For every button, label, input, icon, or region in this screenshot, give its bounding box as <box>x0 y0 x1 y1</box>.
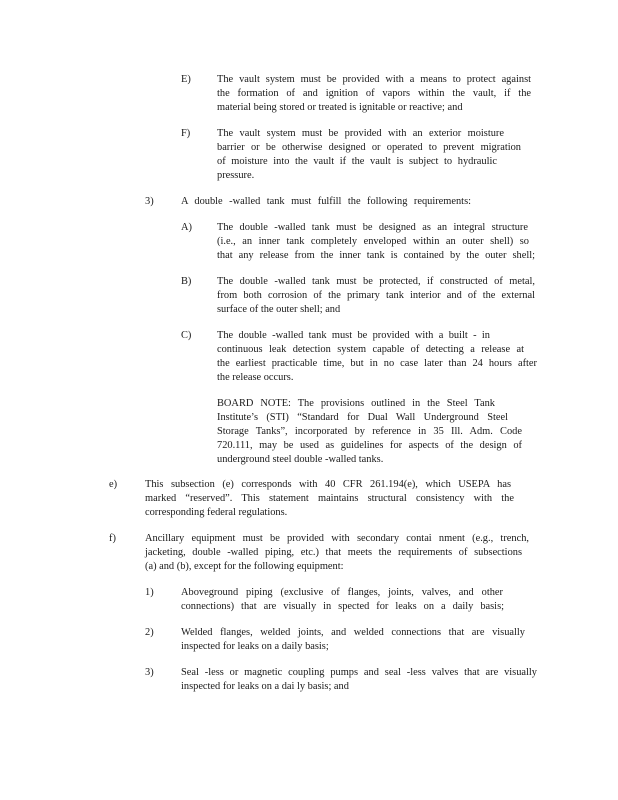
text-line: The vault system must be provided with a means to protect against <box>217 74 531 85</box>
text-line: Ancillary equipment must be provided with secondary contai nment (e.g., trench, <box>145 533 529 544</box>
text-line: surface of the outer shell; and <box>217 304 341 315</box>
text-line: Institute’s (STI) “Standard for Dual Wall Underground Steel <box>217 412 508 423</box>
text-line: underground steel double -walled tanks. <box>217 454 384 465</box>
item-E-text <box>217 73 531 115</box>
item-3-label: 3) <box>145 196 154 207</box>
item-E-label: E) <box>181 74 191 85</box>
text-line: from both corrosion of the primary tank interior and of the external <box>217 290 535 301</box>
item-3-text <box>181 195 471 209</box>
item-f-text <box>145 532 530 574</box>
text-line: Aboveground piping (exclusive of flanges, joints, valves, and other <box>181 587 503 598</box>
text-line: Welded flanges, welded joints, and welded connections that are visually <box>181 627 525 638</box>
item-C-text <box>217 329 537 385</box>
text-line: connections) that are visually in spected for leaks on a daily basis; <box>181 601 504 612</box>
item-f2-label: 2) <box>145 627 154 638</box>
text-line: The double -walled tank must be protected, if constructed of metal, <box>217 276 535 287</box>
text-line: material being stored or treated is ignitable or reactive; and <box>217 102 463 113</box>
text-line: the formation of and ignition of vapors within the vault, if the <box>217 88 531 99</box>
item-f-label: f) <box>109 533 116 544</box>
text-line: pressure. <box>217 170 255 181</box>
item-f2-text <box>181 626 525 654</box>
item-f1-text <box>181 586 504 614</box>
text-line: Seal -less or magnetic coupling pumps and seal -less valves that are visually <box>181 667 537 678</box>
item-B-text <box>217 275 535 317</box>
text-line: The vault system must be provided with an exterior moisture <box>217 128 504 139</box>
item-A-label: A) <box>181 222 192 233</box>
text-line: A double -walled tank must fulfill the following requirements: <box>181 196 471 207</box>
text-line: barrier or be otherwise designed or operated to prevent migration <box>217 142 521 153</box>
text-line: jacketing, double -walled piping, etc.) that meets the requirements of subsections <box>145 547 522 558</box>
item-F-label: F) <box>181 128 191 139</box>
item-f3-label: 3) <box>145 667 154 678</box>
item-C-label: C) <box>181 330 192 341</box>
text-line: corresponding federal regulations. <box>145 507 288 518</box>
text-line: 720.111, may be used as guidelines for aspects of the design of <box>217 440 522 451</box>
text-line: inspected for leaks on a dai ly basis; and <box>181 681 349 692</box>
board-note-text <box>217 397 522 467</box>
text-line: marked “reserved”. This statement maintains structural consistency with the <box>145 493 514 504</box>
item-F-text <box>217 127 521 183</box>
text-line: The double -walled tank must be designed as an integral structure <box>217 222 528 233</box>
text-line: the earliest practicable time, but in no case later than 24 hours after <box>217 358 537 369</box>
item-A-text <box>217 221 535 263</box>
item-B-label: B) <box>181 276 192 287</box>
text-line: Storage Tanks”, incorporated by reference in 35 Ill. Adm. Code <box>217 426 522 437</box>
text-line: that any release from the inner tank is contained by the outer shell; <box>217 250 535 261</box>
item-f3-text <box>181 666 537 694</box>
text-line: continuous leak detection system capable of detecting a release at <box>217 344 524 355</box>
item-e-label: e) <box>109 479 118 490</box>
item-e-text <box>145 478 514 520</box>
item-f1-label: 1) <box>145 587 154 598</box>
text-line: (i.e., an inner tank completely enveloped within an outer shell) so <box>217 236 529 247</box>
text-line: The double -walled tank must be provided with a built - in <box>217 330 490 341</box>
text-line: BOARD NOTE: The provisions outlined in the Steel Tank <box>217 398 495 409</box>
text-line: the release occurs. <box>217 372 294 383</box>
text-line: inspected for leaks on a daily basis; <box>181 641 329 652</box>
text-line: This subsection (e) corresponds with 40 CFR 261.194(e), which USEPA has <box>145 479 511 490</box>
text-line: of moisture into the vault if the vault is subject to hydraulic <box>217 156 497 167</box>
text-line: (a) and (b), except for the following equipment: <box>145 561 344 572</box>
